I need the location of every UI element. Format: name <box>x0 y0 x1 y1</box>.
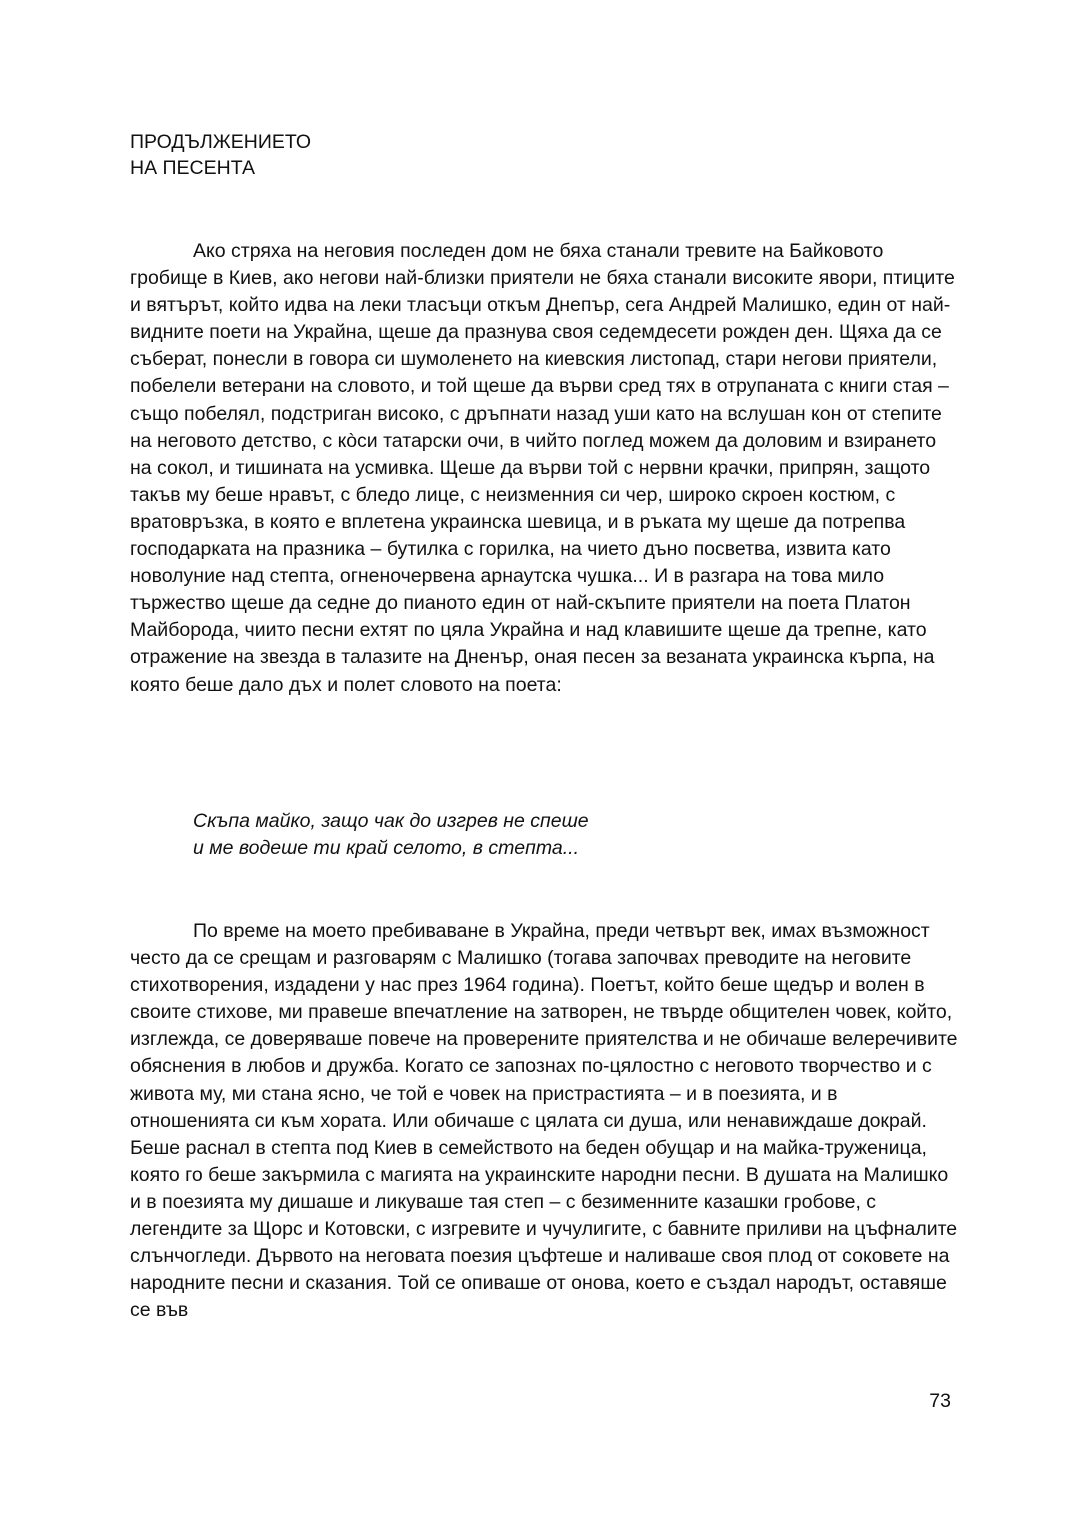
body-paragraph-2: По време на моето пребиваване в Украйна, преди четвърт век, имах възможност често да се срещам и разговарям с Малишко (тогава започвах преводите на неговите стихотворения, издадени у нас през 1964 година). Поетът, който беше щедър и волен в своите стихове, ми правеше впечатление на затворен, не твърде общителен човек, който, изглежда, се доверяваше повече на проверените приятелства и не обичаше велеречивите обяснения в любов и дружба. Когато се запознах по-цялостно с неговото творчество и с живота му, ми стана ясно, че той е човек на пристрастията – и в поезията, и в отношенията си към хората. Или обичаше с цялата си душа, или ненавиждаше докрай. Беше раснал в степта под Киев в семейството на беден обущар и на майка-труженица, която го беше закърмила с магията на украинските народни песни. В душата на Малишко и в поезията му дишаше и ликуваше тая степ – с безименните казашки гробове, с легендите за Щорс и Котовски, с изгревите и чучулигите, с бавните приливи на цъфналите слънчогледи. Дървото на неговата поезия цъфтеше и наливаше своя плод от соковете на народните песни и сказания. Той се опиваше от онова, което е създал народът, оставяше се във <box>130 920 958 1322</box>
chapter-title-line-2: НА ПЕСЕНТА <box>130 157 255 179</box>
page-number: 73 <box>929 1390 951 1412</box>
verse-line-2: и ме водеше ти край селото, в степта... <box>193 837 580 859</box>
chapter-title-line-1: ПРОДЪЛЖЕНИЕТО <box>130 131 312 153</box>
verse-line-1: Скъпа майко, защо чак до изгрев не спеше <box>193 810 589 832</box>
chapter-title <box>130 129 311 181</box>
body-paragraph-1: Ако стряха на неговия последен дом не бяха станали тревите на Байковото гробище в Киев, ако негови най-близки приятели не бяха станали високите явори, птиците и вятърът, който идва на леки тласъци откъм Днепър, сега Андрей Малишко, един от най-видните поети на Украйна, щеше да празнува своя седемдесети рожден ден. Щяха да се съберат, понесли в говора си шумоленето на киевския листопад, стари негови приятели, побелели ветерани на словото, и той щеше да върви сред тях в отрупаната с книги стая – също побелял, подстриган високо, с дръпнати назад уши като на вслушан кон от степите на неговото детство, с кòси татарски очи, в чийто поглед можем да доловим и взирането на сокол, и тишината на усмивка. Щеше да върви той с нервни крачки, припрян, защото такъв му беше нравът, с бледо лице, с неизменния си чер, широко скроен костюм, с вратовръзка, в която е вплетена украинска шевица, и в ръката му щеше да потрепва господарката на празника – бутилка с горилка, на чието дъно посветва, извита като новолуние над степта, огненочервена арнаутска чушка... И в разгара на това мило тържество щеше да седне до пианото един от най-скъпите приятели на поета Платон Майборода, чиито песни ехтят по цяла Украйна и над клавишите щеше да трепне, като отражение на звезда в талазите на Дненър, оная песен за везаната украинска кърпа, на която беше дало дъх и полет словото на поета: <box>130 240 955 696</box>
verse-quote <box>193 808 589 862</box>
